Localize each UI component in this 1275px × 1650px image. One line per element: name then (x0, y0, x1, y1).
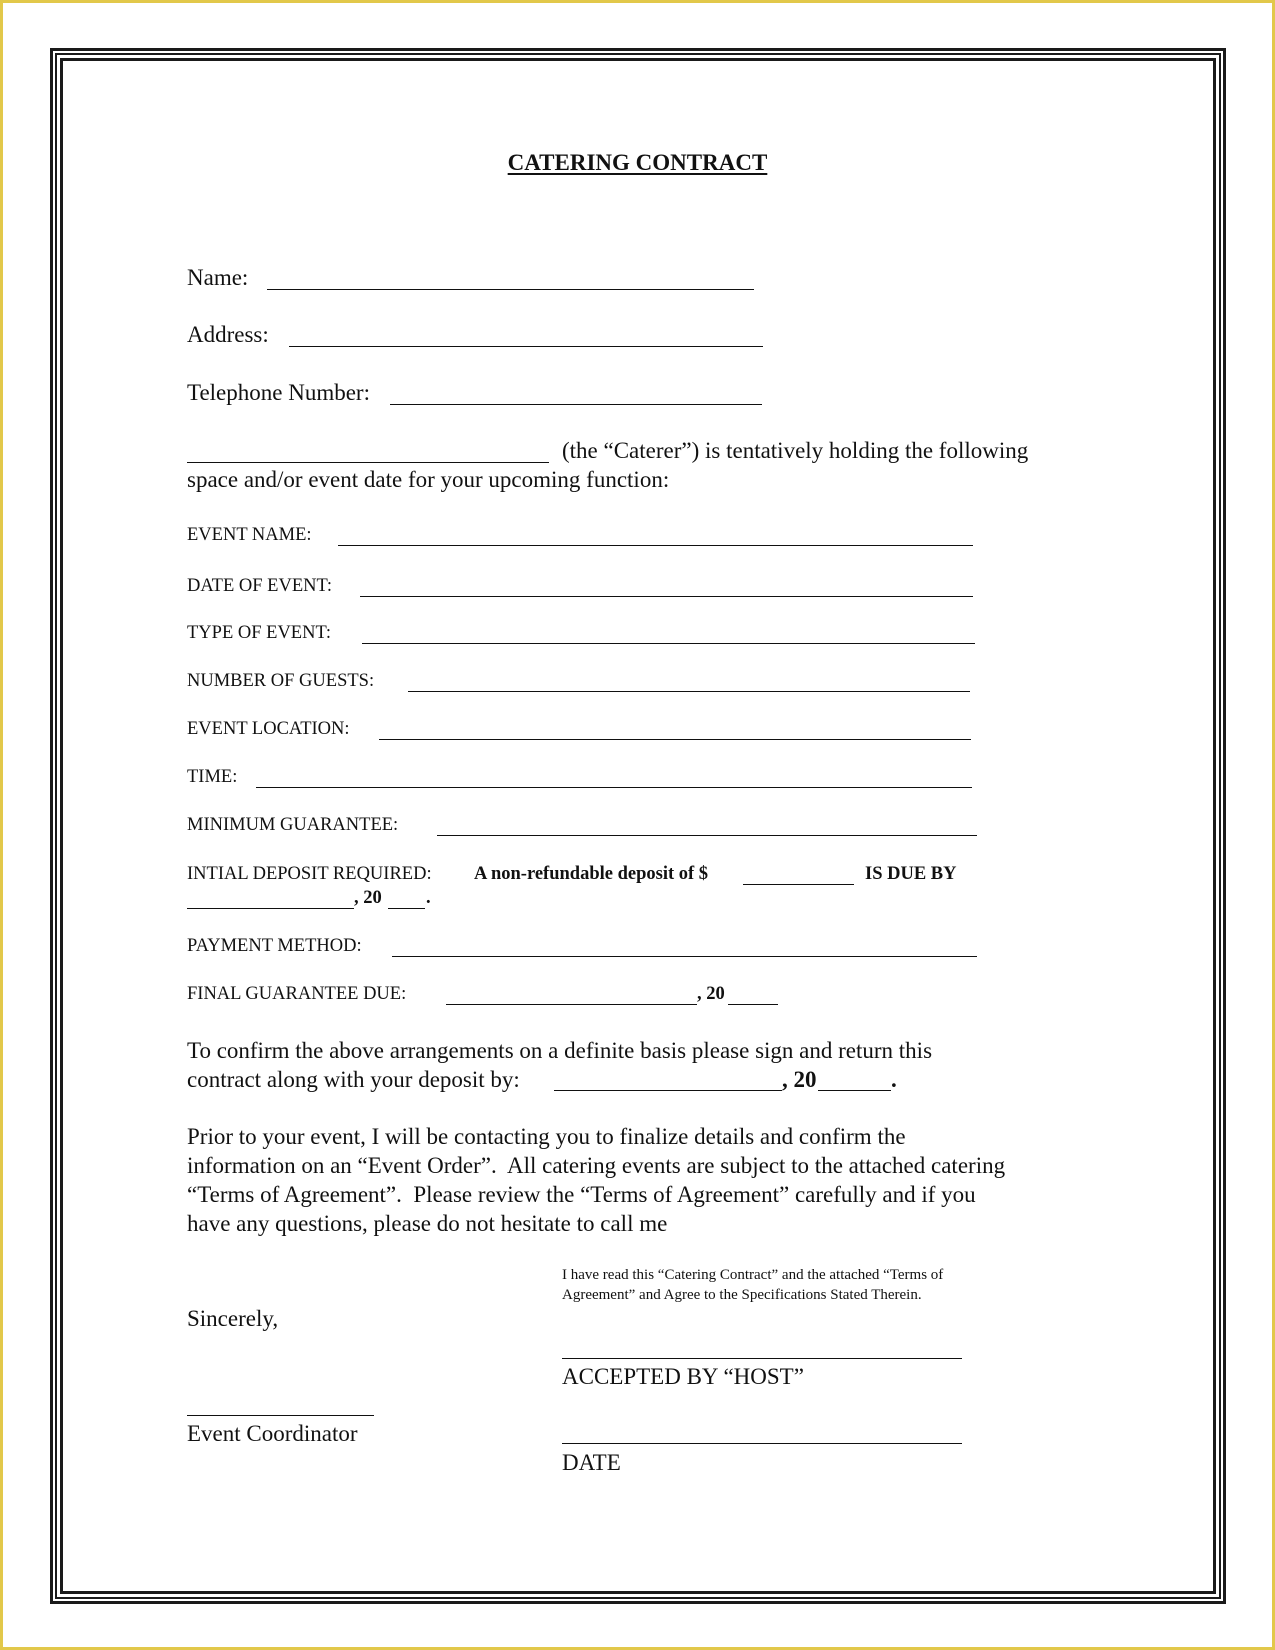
minimum-guarantee-label: MINIMUM GUARANTEE: (187, 815, 399, 835)
deposit-end: . (426, 888, 431, 908)
prior-line2: information on an “Event Order”. All catering events are subject to the attached catering (187, 1153, 1006, 1178)
final-guarantee-year-prefix: , 20 (697, 984, 725, 1004)
minimum-guarantee-blank[interactable] (437, 835, 977, 836)
caterer-sentence-line2: space and/or event date for your upcoming function: (187, 467, 670, 492)
event-name-label: EVENT NAME: (187, 525, 312, 545)
caterer-name-blank[interactable] (187, 462, 549, 463)
name-blank[interactable] (267, 289, 754, 290)
type-of-event-blank[interactable] (362, 643, 975, 644)
address-blank[interactable] (289, 346, 763, 347)
coordinator-signature-line[interactable] (187, 1415, 374, 1416)
confirm-end: . (891, 1067, 897, 1092)
acknowledgement-line2: Agreement” and Agree to the Specifications Stated Therein. (562, 1287, 922, 1303)
confirm-year-blank[interactable] (818, 1090, 891, 1091)
deposit-year-prefix: , 20 (354, 888, 382, 908)
type-of-event-label: TYPE OF EVENT: (187, 623, 331, 643)
date-label: DATE (562, 1450, 621, 1475)
host-signature-line[interactable] (562, 1358, 962, 1359)
number-of-guests-label: NUMBER OF GUESTS: (187, 671, 375, 691)
name-label: Name: (187, 265, 249, 290)
deposit-year-blank[interactable] (388, 908, 425, 909)
confirm-line1: To confirm the above arrangements on a definite basis please sign and return this (187, 1038, 933, 1063)
date-of-event-blank[interactable] (360, 596, 973, 597)
payment-method-blank[interactable] (392, 956, 977, 957)
event-name-blank[interactable] (338, 545, 973, 546)
accepted-by-host-label: ACCEPTED BY “HOST” (562, 1364, 804, 1389)
payment-method-label: PAYMENT METHOD: (187, 936, 362, 956)
deposit-label: INTIAL DEPOSIT REQUIRED: (187, 864, 432, 884)
address-label: Address: (187, 322, 269, 347)
telephone-label: Telephone Number: (187, 380, 370, 405)
deposit-text: A non-refundable deposit of $ (474, 864, 709, 884)
prior-line1: Prior to your event, I will be contacting you to finalize details and confirm the (187, 1124, 906, 1149)
time-blank[interactable] (256, 787, 972, 788)
final-guarantee-label: FINAL GUARANTEE DUE: (187, 984, 407, 1004)
confirm-date-blank[interactable] (554, 1090, 782, 1091)
prior-line4: have any questions, please do not hesitate to call me (187, 1211, 668, 1236)
sincerely-text: Sincerely, (187, 1306, 279, 1331)
time-label: TIME: (187, 767, 238, 787)
contract-title: CATERING CONTRACT (507, 150, 768, 175)
deposit-amount-blank[interactable] (743, 884, 854, 885)
telephone-blank[interactable] (390, 404, 762, 405)
event-location-blank[interactable] (379, 739, 971, 740)
final-guarantee-year-blank[interactable] (728, 1004, 778, 1005)
number-of-guests-blank[interactable] (408, 691, 970, 692)
confirm-line2: contract along with your deposit by: (187, 1067, 520, 1092)
event-location-label: EVENT LOCATION: (187, 719, 350, 739)
date-signature-line[interactable] (562, 1443, 962, 1444)
deposit-date-blank[interactable] (187, 908, 354, 909)
caterer-sentence-line1: (the “Caterer”) is tentatively holding the following (562, 438, 1029, 463)
acknowledgement-line1: I have read this “Catering Contract” and the attached “Terms of (562, 1267, 944, 1283)
final-guarantee-date-blank[interactable] (446, 1004, 697, 1005)
prior-line3: “Terms of Agreement”. Please review the “Terms of Agreement” carefully and if you (187, 1182, 976, 1207)
deposit-due-text: IS DUE BY (865, 864, 957, 884)
date-of-event-label: DATE OF EVENT: (187, 576, 333, 596)
event-coordinator-label: Event Coordinator (187, 1421, 358, 1446)
confirm-year-prefix: , 20 (782, 1067, 817, 1092)
